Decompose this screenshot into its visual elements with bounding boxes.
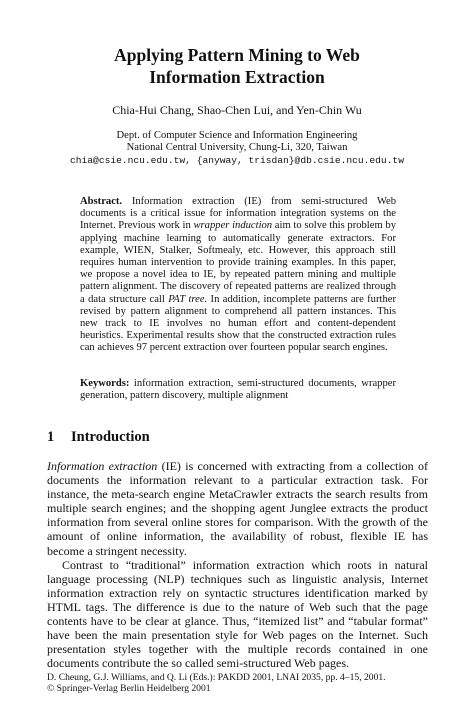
title-line-2: Information Extraction	[149, 67, 325, 87]
abstract-text-2: aim to solve this problem by applying machine learning to automatically generate extractors. For example, WIEN, Stalker, Softmealy, etc. However, this approach still requires human intervention to provide training examples. In this paper, we propose a novel idea to IE, by repeated pattern mining and multiple pattern alignment. The discovery of repeated patterns are realized through a data structure call	[80, 220, 396, 305]
abstract-italic-1: wrapper induction	[193, 220, 273, 232]
keywords	[80, 378, 396, 402]
intro-paragraph-2: Contrast to “traditional” information extraction which roots in natural language processing (NLP) techniques such as linguistic analysis, Internet information extraction rely on syntactic structures identification marked by HTML tags. The difference is due to the nature of Web such that the page contents have to be clear at glance. Thus, “itemized list” and “tabular format” have been the main presentation style for Web pages on the Internet. Such presentation styles together with the multiple records contained in one documents contribute the so called semi-structured Web pages.	[47, 557, 428, 671]
abstract	[80, 196, 396, 355]
title-line-1: Applying Pattern Mining to Web	[114, 45, 360, 65]
abstract-label: Abstract.	[80, 196, 123, 207]
section-number: 1	[47, 429, 55, 445]
copyright-line: © Springer-Verlag Berlin Heidelberg 2001	[47, 683, 211, 694]
intro-paragraph-1	[47, 459, 428, 558]
affiliation	[0, 130, 474, 167]
author-list: Chia-Hui Chang, Shao-Chen Lui, and Yen-Chin Wu	[112, 103, 362, 117]
section-heading	[47, 428, 150, 446]
keywords-text: information extraction, semi-structured documents, wrapper generation, pattern discovery, multiple alignment	[80, 378, 396, 402]
affiliation-line-1: Dept. of Computer Science and Information Engineering	[116, 130, 358, 141]
intro-italic-term: Information extraction	[47, 459, 158, 473]
section-title: Introduction	[71, 429, 150, 445]
affiliation-line-2: National Central University, Chung-Li, 320, Taiwan	[126, 142, 348, 154]
introduction-body	[47, 459, 428, 670]
page-footer	[47, 672, 447, 694]
intro-paragraph-1-text: (IE) is concerned with extracting from a collection of documents the information relevant to a particular extraction task. For instance, the meta-search engine MetaCrawler extracts the search results from multiple search engines; and the shopping agent Junglee extracts the product information from several online stores for comparison. With the growth of the amount of online information, the availability of robust, flexible IE has become a stringent necessity.	[47, 459, 428, 558]
abstract-text-3: In addition, incomplete patterns are further revised by pattern alignment to comprehend all pattern instances. This new track to IE involves no human effort and content-dependent heuristics. Experimental results show that the constructed extraction rules can achieves 97 percent extraction over fourteen popular search engines.	[80, 293, 396, 354]
abstract-text-1: Information extraction (IE) from semi-structured Web documents is a critical issue for information integration systems on the Internet. Previous work in	[80, 196, 396, 232]
keywords-label: Keywords:	[80, 378, 130, 389]
citation-line: D. Cheung, G.J. Williams, and Q. Li (Eds.): PAKDD 2001, LNAI 2035, pp. 4–15, 2001.	[47, 672, 386, 683]
abstract-italic-2: PAT tree.	[168, 293, 208, 305]
paper-title	[0, 44, 474, 88]
author-emails: chia@csie.ncu.edu.tw, {anyway, trisdan}@db.csie.ncu.edu.tw	[70, 154, 404, 166]
